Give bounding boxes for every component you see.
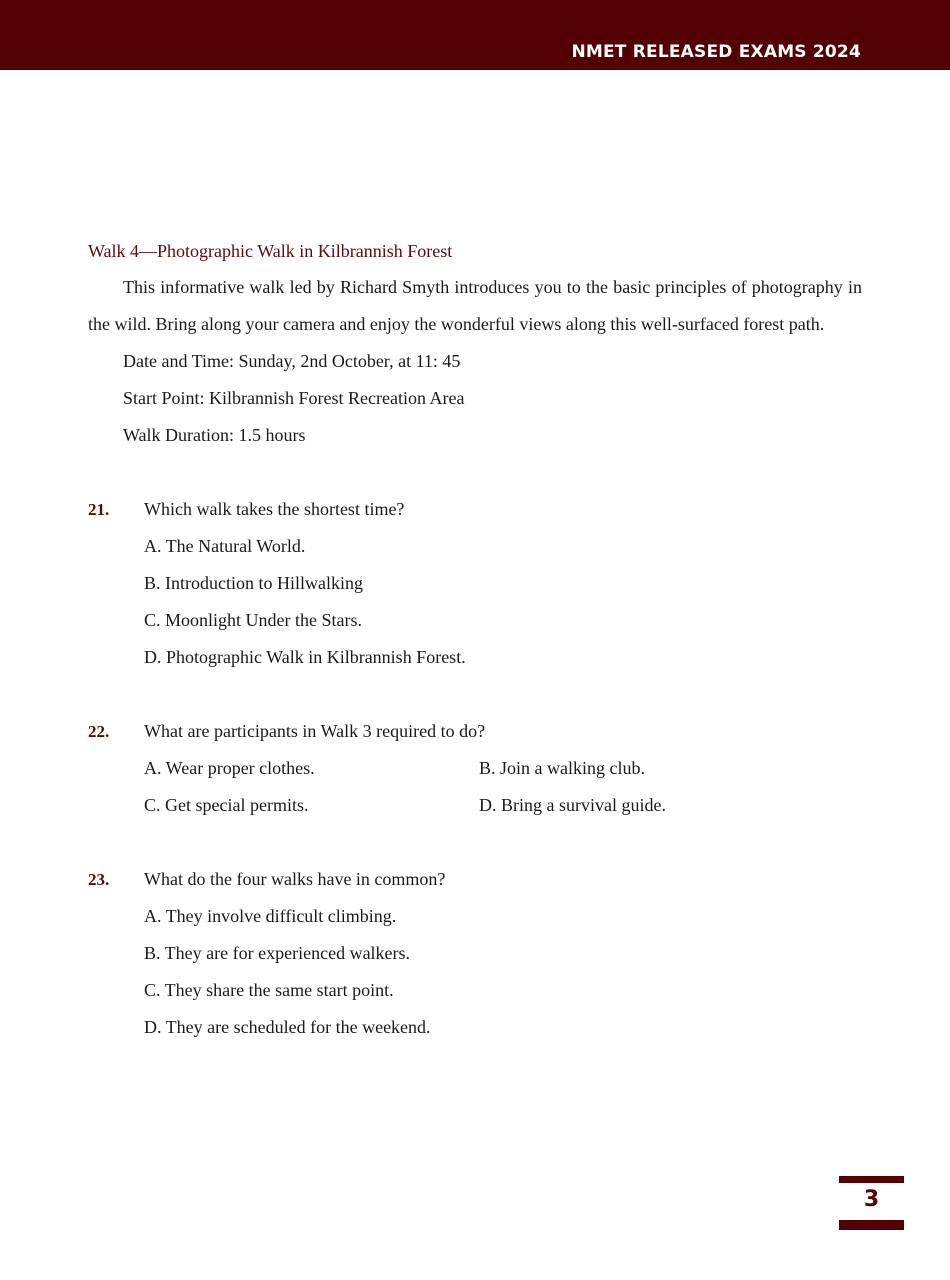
option-c: C. Get special permits. <box>144 795 309 815</box>
question-number: 21. <box>88 500 110 519</box>
page-number-rule-top <box>839 1176 904 1183</box>
option-a: A. They involve difficult climbing. <box>144 906 397 926</box>
option-row <box>88 787 862 824</box>
walk4-description: This informative walk led by Richard Smyth introduces you to the basic principles of photography in the wild. Bring along your camera and enjoy the wonderful views along this well-surfaced forest path. <box>88 277 862 334</box>
page-number-block <box>839 1176 904 1231</box>
question-text: What do the four walks have in common? <box>144 869 446 889</box>
option-c: C. They share the same start point. <box>144 980 394 1000</box>
option-a: A. Wear proper clothes. <box>144 758 315 778</box>
page-number: 3 <box>863 1187 880 1212</box>
option-b: B. They are for experienced walkers. <box>144 943 411 963</box>
question-22 <box>88 713 862 824</box>
question-21 <box>88 491 862 676</box>
header-title: NMET RELEASED EXAMS 2024 <box>571 42 861 62</box>
walk4-date-time: Date and Time: Sunday, 2nd October, at 11: 45 <box>123 351 461 371</box>
option-d: D. They are scheduled for the weekend. <box>144 1017 431 1037</box>
page-content <box>88 238 862 1046</box>
question-23 <box>88 861 862 1046</box>
question-number: 22. <box>88 722 110 741</box>
header-bar <box>0 0 950 70</box>
question-number: 23. <box>88 870 110 889</box>
option-c: C. Moonlight Under the Stars. <box>144 610 362 630</box>
walk4-start-point: Start Point: Kilbrannish Forest Recreation Area <box>123 388 465 408</box>
option-d: D. Photographic Walk in Kilbrannish Forest. <box>144 647 466 667</box>
walk4-duration: Walk Duration: 1.5 hours <box>123 425 306 445</box>
page-number-rule-bottom <box>839 1220 904 1230</box>
option-b: B. Join a walking club. <box>479 758 645 778</box>
option-b: B. Introduction to Hillwalking <box>144 573 363 593</box>
option-row <box>88 750 862 787</box>
question-text: Which walk takes the shortest time? <box>144 499 405 519</box>
option-d: D. Bring a survival guide. <box>479 795 666 815</box>
walk4-title: Walk 4—Photographic Walk in Kilbrannish Forest <box>88 241 453 261</box>
option-a: A. The Natural World. <box>144 536 306 556</box>
question-text: What are participants in Walk 3 required to do? <box>144 721 486 741</box>
